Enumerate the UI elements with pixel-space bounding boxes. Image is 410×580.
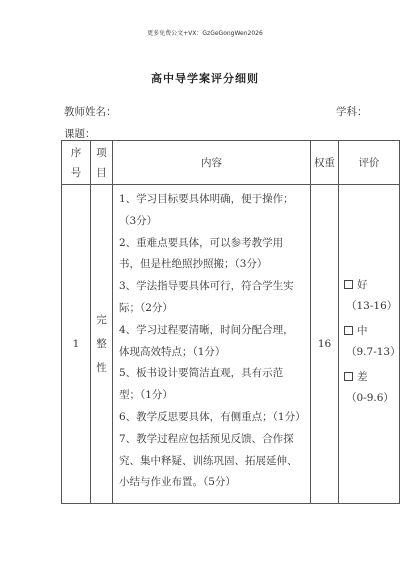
row-number: 1 xyxy=(62,185,91,504)
table-header-row xyxy=(62,141,400,185)
content-item-5: 5、板书设计要简洁直观，具有示范型；（1分） xyxy=(119,367,284,402)
content-item-3: 3、学法指导要具体可行，符合学生实际；（2分） xyxy=(119,280,294,314)
evaluation-cell xyxy=(339,185,400,504)
checkbox-icon[interactable] xyxy=(344,326,353,335)
checkbox-icon[interactable] xyxy=(344,280,353,289)
eval-range-medium: （9.7-13） xyxy=(346,346,401,358)
row-item: 完 整 性 xyxy=(91,185,113,504)
page-title: 高中导学案评分细则 xyxy=(151,72,259,85)
content-item-1: 1、学习目标要具体明确，便于操作；（3分） xyxy=(119,193,294,227)
header-item: 项 目 xyxy=(91,141,113,185)
eval-option-good[interactable]: 好 xyxy=(339,275,399,296)
content-cell xyxy=(113,185,311,504)
content-item-2: 2、重难点要具体，可以参考教学用书，但是杜绝照抄照搬；（3分） xyxy=(119,236,284,271)
eval-option-poor[interactable]: 差 xyxy=(339,367,399,388)
rubric-table xyxy=(61,140,400,504)
eval-range-good: （13-16） xyxy=(346,300,398,312)
subject-label: 学科： xyxy=(336,106,368,118)
topic-label: 课题： xyxy=(64,128,96,140)
eval-range-poor: （0-9.6） xyxy=(346,392,394,404)
header-weight: 权重 xyxy=(311,141,339,185)
table-row xyxy=(62,185,400,504)
content-item-4: 4、学习过程要清晰，时间分配合理，体现高效特点；（1分） xyxy=(119,323,294,358)
header-number: 序 号 xyxy=(62,141,91,185)
watermark-text: 更多免费公文+VX：GzGeGongWen2026 xyxy=(147,30,263,37)
header-evaluation: 评价 xyxy=(339,141,400,185)
content-item-7: 7、教学过程应包括预见反馈、合作探究、集中释疑、训练巩固、拓展延伸、小结与作业布置。（5分） xyxy=(119,432,298,489)
weight-value: 16 xyxy=(311,185,339,504)
header-content: 内容 xyxy=(113,141,311,185)
checkbox-icon[interactable] xyxy=(344,372,353,381)
content-item-6: 6、教学反思要具体，有侧重点；（1分） xyxy=(119,410,306,423)
teacher-name-label: 教师姓名： xyxy=(64,106,117,118)
eval-option-medium[interactable]: 中 xyxy=(339,321,399,342)
